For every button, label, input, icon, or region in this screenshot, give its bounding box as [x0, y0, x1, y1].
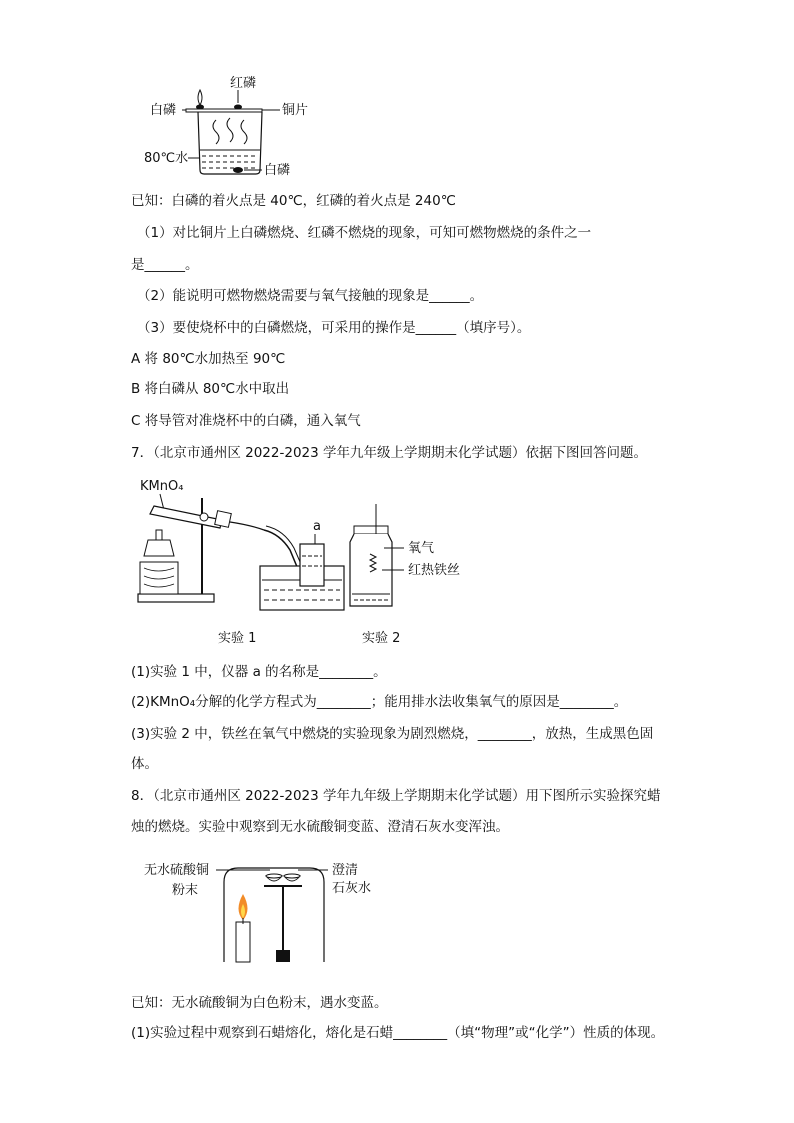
label-limewater-line1: 澄清	[332, 863, 359, 878]
question-6-3: （3）要使烧杯中的白磷燃烧，可采用的操作是______（填序号）。	[137, 320, 531, 336]
question-7-2: (2)KMnO₄分解的化学方程式为________；能用排水法收集氧气的原因是________。	[131, 694, 628, 710]
phosphorus-apparatus-diagram	[140, 70, 320, 185]
label-cuso4-line1: 无水硫酸铜	[144, 863, 210, 878]
label-white-phosphorus-top: 白磷	[150, 103, 177, 118]
question-7-3-line-1: (3)实验 2 中，铁丝在氧气中燃烧的实验现象为剧烈燃烧，________，放热，生成黑色固	[131, 726, 654, 742]
question-8-stem-line-2: 烛的燃烧。实验中观察到无水硫酸铜变蓝、澄清石灰水变浑浊。	[131, 819, 509, 835]
label-oxygen: 氧气	[408, 541, 435, 556]
candle-apparatus-diagram	[140, 852, 400, 972]
question-6-1-line-1: （1）对比铜片上白磷燃烧、红磷不燃烧的现象，可知可燃物燃烧的条件之一	[137, 225, 592, 241]
label-red-phosphorus: 红磷	[230, 76, 257, 91]
question-7-3-line-2: 体。	[131, 756, 158, 772]
option-c: C 将导管对准烧杯中的白磷，通入氧气	[131, 413, 361, 429]
question-7-1: (1)实验 1 中，仪器 a 的名称是________。	[131, 664, 387, 680]
question-8-stem-line-1: 8．（北京市通州区 2022-2023 学年九年级上学期期末化学试题）用下图所示实验探究蜡	[131, 788, 661, 804]
label-white-phosphorus-bottom: 白磷	[264, 163, 291, 178]
label-limewater-line2: 石灰水	[332, 881, 372, 896]
figure-phosphorus-combustion	[140, 70, 320, 185]
label-cuso4-line2: 粉末	[172, 883, 199, 898]
label-kmno4: KMnO₄	[140, 479, 184, 494]
option-a: A 将 80℃水加热至 90℃	[131, 351, 286, 367]
question-6-2: （2）能说明可燃物燃烧需要与氧气接触的现象是______。	[137, 288, 484, 304]
caption-experiment-2: 实验 2	[362, 631, 401, 646]
known-ignition-points: 已知：白磷的着火点是 40℃，红磷的着火点是 240℃	[131, 193, 456, 209]
caption-experiment-1: 实验 1	[218, 631, 257, 646]
figure-oxygen-experiments	[130, 470, 490, 650]
label-water-80c: 80℃水	[144, 151, 189, 166]
option-b: B 将白磷从 80℃水中取出	[131, 381, 290, 397]
question-8-1: (1)实验过程中观察到石蜡熔化，熔化是石蜡________（填“物理”或“化学”）性质的体现。	[131, 1025, 665, 1041]
label-instrument-a: a	[313, 519, 321, 534]
known-cuso4: 已知：无水硫酸铜为白色粉末，遇水变蓝。	[131, 995, 388, 1011]
label-hot-iron-wire: 红热铁丝	[408, 563, 461, 578]
label-copper-plate: 铜片	[282, 103, 309, 118]
figure-candle-combustion	[140, 852, 400, 972]
question-6-1-line-2: 是______。	[131, 257, 199, 273]
question-7-stem: 7．（北京市通州区 2022-2023 学年九年级上学期期末化学试题）依据下图回答问题。	[131, 445, 648, 461]
oxygen-apparatus-diagram	[130, 470, 490, 650]
